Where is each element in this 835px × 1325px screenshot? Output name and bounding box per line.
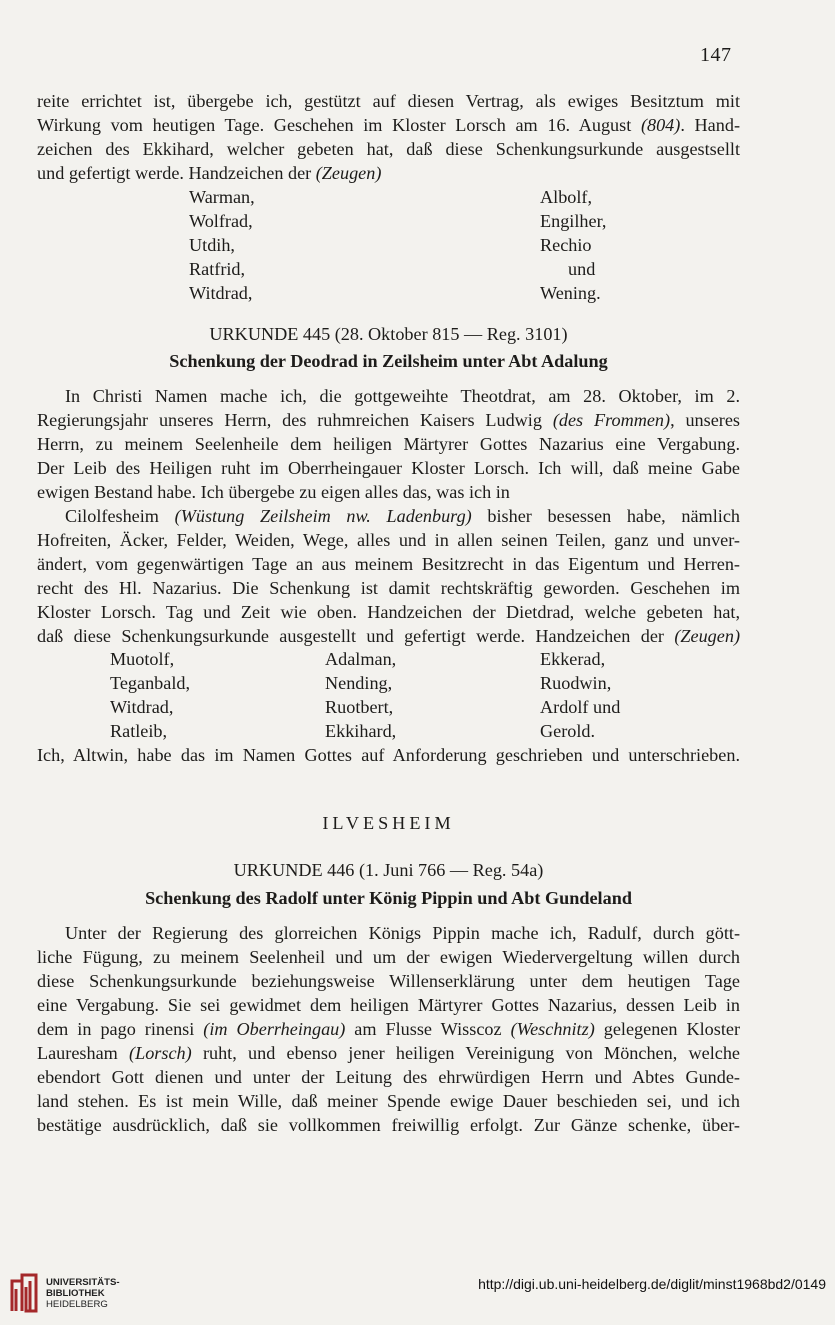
text-line: zeichen des Ekkihard, welcher gebeten hat, daß diese Schenkungsurkunde ausgestsellt <box>37 139 740 159</box>
editorial-note: (im Oberrheingau) <box>203 1019 346 1039</box>
library-name-line: HEIDELBERG <box>46 1299 108 1310</box>
witness-name: Wening. <box>540 283 601 303</box>
text-line: Cilolfesheim (Wüstung Zeilsheim nw. Ladenburg) bisher besessen habe, nämlich <box>65 506 740 526</box>
witness-name: Teganbald, <box>110 673 191 693</box>
library-logo-icon <box>8 1273 40 1313</box>
text-line: land stehen. Es ist mein Wille, daß meiner Spende ewige Dauer beschieden sei, und ich <box>37 1091 740 1111</box>
text-line: Wirkung vom heutigen Tage. Geschehen im Kloster Lorsch am 16. August (804). Hand- <box>37 115 740 135</box>
text-line: Der Leib des Heiligen ruht im Oberrheingauer Kloster Lorsch. Ich will, daß meine Gabe <box>37 458 740 478</box>
witness-name: Warman, <box>189 187 255 207</box>
editorial-note: (Weschnitz) <box>510 1019 595 1039</box>
text-line: liche Fügung, zu meinem Seelenheil und um der ewigen Wiedervergeltung willen durch <box>37 947 740 967</box>
witness-name: Witdrad, <box>110 697 174 717</box>
witness-name: Ratfrid, <box>189 259 246 279</box>
witness-name: Nending, <box>325 673 393 693</box>
text-line: In Christi Namen mache ich, die gottgeweihte Theotdrat, am 28. Oktober, im 2. <box>65 386 740 406</box>
text-line: Regierungsjahr unseres Herrn, des ruhmreichen Kaisers Ludwig (des Frommen), unseres <box>37 410 740 430</box>
witness-name: Ruodwin, <box>540 673 612 693</box>
section-heading: ILVESHEIM <box>322 813 455 833</box>
editorial-note: (des Frommen) <box>552 410 671 430</box>
document-title: Schenkung des Radolf unter König Pippin und Abt Gundeland <box>145 888 632 908</box>
document-heading: URKUNDE 446 (1. Juni 766 — Reg. 54a) <box>233 860 544 880</box>
witness-name: Albolf, <box>540 187 593 207</box>
witness-name: Ratleib, <box>110 721 168 741</box>
library-name-line: UNIVERSITÄTS- <box>46 1277 120 1288</box>
page-number: 147 <box>700 44 732 66</box>
source-url-link[interactable]: http://digi.ub.uni-heidelberg.de/diglit/minst1968bd2/0149 <box>478 1276 826 1292</box>
witness-name: Gerold. <box>540 721 596 741</box>
editorial-note: (804) <box>640 115 681 135</box>
text-line: Kloster Lorsch. Tag und Zeit wie oben. Handzeichen der Dietdrad, welche gebeten hat, <box>37 602 740 622</box>
witness-name: Witdrad, <box>189 283 253 303</box>
text-line: eine Vergabung. Sie sei gewidmet dem heiligen Märtyrer Gottes Nazarius, dessen Leib in <box>37 995 740 1015</box>
text-line: Lauresham (Lorsch) ruht, und ebenso jener heiligen Vereinigung von Mönchen, welche <box>37 1043 741 1063</box>
witness-name: Muotolf, <box>110 649 175 669</box>
witness-name: Ruotbert, <box>325 697 394 717</box>
text-line: bestätige ausdrücklich, daß sie vollkommen freiwillig erfolgt. Zur Gänze schenke, über- <box>37 1115 740 1135</box>
document-heading: URKUNDE 445 (28. Oktober 815 — Reg. 3101) <box>209 324 568 344</box>
document-title: Schenkung der Deodrad in Zeilsheim unter Abt Adalung <box>169 351 608 371</box>
library-name <box>46 1277 120 1310</box>
witness-name: Ekkerad, <box>540 649 606 669</box>
editorial-note: (Lorsch) <box>129 1043 192 1063</box>
library-name-line: BIBLIOTHEK <box>46 1288 105 1299</box>
witness-name: und <box>568 259 596 279</box>
text-line: daß diese Schenkungsurkunde ausgestellt und gefertigt werde. Handzeichen der (Zeugen) <box>37 626 740 646</box>
editorial-note: (Zeugen) <box>674 626 740 646</box>
editorial-note: (Zeugen) <box>315 163 382 183</box>
closing-line: Ich, Altwin, habe das im Namen Gottes auf Anforderung geschrieben und unterschrieben. <box>37 745 740 765</box>
witness-name: Ardolf und <box>540 697 621 717</box>
witness-name: Utdih, <box>189 235 235 255</box>
witness-name: Adalman, <box>325 649 397 669</box>
witness-name: Ekkihard, <box>325 721 397 741</box>
witness-name: Wolfrad, <box>189 211 253 231</box>
editorial-note: (Wüstung Zeilsheim nw. Ladenburg) <box>174 506 472 526</box>
text-line: ändert, vom gegenwärtigen Tage an aus meinem Besitzrecht in das Eigentum und Herren- <box>37 554 740 574</box>
text-line: Herrn, zu meinem Seelenheile dem heiligen Märtyrer Gottes Nazarius eine Vergabung. <box>37 434 740 454</box>
text-line: Unter der Regierung des glorreichen Königs Pippin mache ich, Radulf, durch gött- <box>65 923 740 943</box>
witness-name: Rechio <box>540 235 592 255</box>
text-line: dem in pago rinensi (im Oberrheingau) am Flusse Wisscoz (Weschnitz) gelegenen Kloster <box>37 1019 740 1039</box>
text-line: reite errichtet ist, übergebe ich, gestützt auf diesen Vertrag, als ewiges Besitztum mit <box>37 91 740 111</box>
text-line: diese Schenkungsurkunde beziehungsweise Willenserklärung unter dem heutigen Tage <box>37 971 740 991</box>
witness-name: Engilher, <box>540 211 607 231</box>
text-line: ewigen Bestand habe. Ich übergebe zu eigen alles das, was ich in <box>37 482 510 502</box>
text-line: recht des Hl. Nazarius. Die Schenkung ist damit rechtskräftig geworden. Geschehen im <box>37 578 740 598</box>
text-line: und gefertigt werde. Handzeichen der (Zeugen) <box>37 163 382 183</box>
text-line: Hofreiten, Äcker, Felder, Weiden, Wege, alles und in allen seinen Teilen, ganz und unver- <box>37 530 740 550</box>
text-line: ebendort Gott dienen und unter der Leitung des ehrwürdigen Herrn und Abtes Gunde- <box>37 1067 740 1087</box>
